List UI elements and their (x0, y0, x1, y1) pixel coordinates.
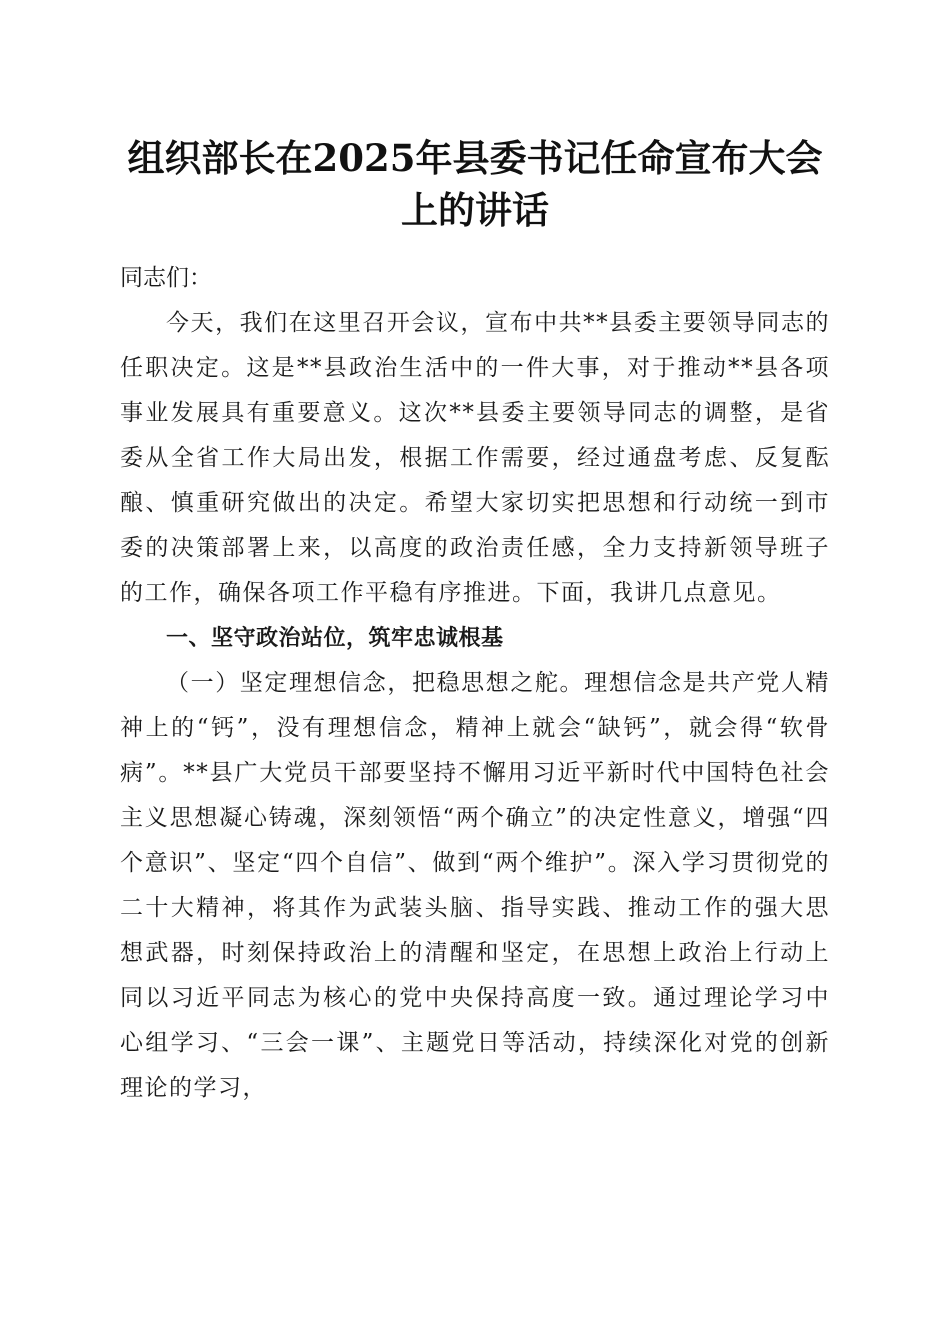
intro-paragraph: 今天，我们在这里召开会议，宣布中共**县委主要领导同志的任职决定。这是**县政治生活中的一件大事，对于推动**县各项事业发展具有重要意义。这次**县委主要领导同志的调整，是省委从全省工作大局出发，根据工作需要，经过通盘考虑、反复酝酿、慎重研究做出的决定。希望大家切实把思想和行动统一到市委的决策部署上来，以高度的政治责任感，全力支持新领导班子的工作，确保各项工作平稳有序推进。下面，我讲几点意见。 (120, 310, 830, 606)
section-paragraph: （一）坚定理想信念，把稳思想之舵。理想信念是共产党人精神上的“钙”，没有理想信念，精神上就会“缺钙”，就会得“软骨病”。**县广大党员干部要坚持不懈用习近平新时代中国特色社会主义思想凝心铸魂，深刻领悟“两个确立”的决定性意义，增强“四个意识”、坚定“四个自信”、做到“两个维护”。深入学习贯彻党的二十大精神，将其作为武装头脑、指导实践、推动工作的强大思想武器，时刻保持政治上的清醒和坚定，在思想上政治上行动上同以习近平同志为核心的党中央保持高度一致。通过理论学习中心组学习、“三会一课”、主题党日等活动，持续深化对党的创新理论的学习， (120, 670, 830, 1101)
salutation: 同志们： (120, 265, 212, 291)
document-body (120, 256, 830, 1111)
section-heading: 一、坚守政治站位，筑牢忠诚根基 (166, 626, 504, 651)
document-title: 组织部长在2025年县委书记任命宣布大会上的讲话 (127, 136, 823, 232)
